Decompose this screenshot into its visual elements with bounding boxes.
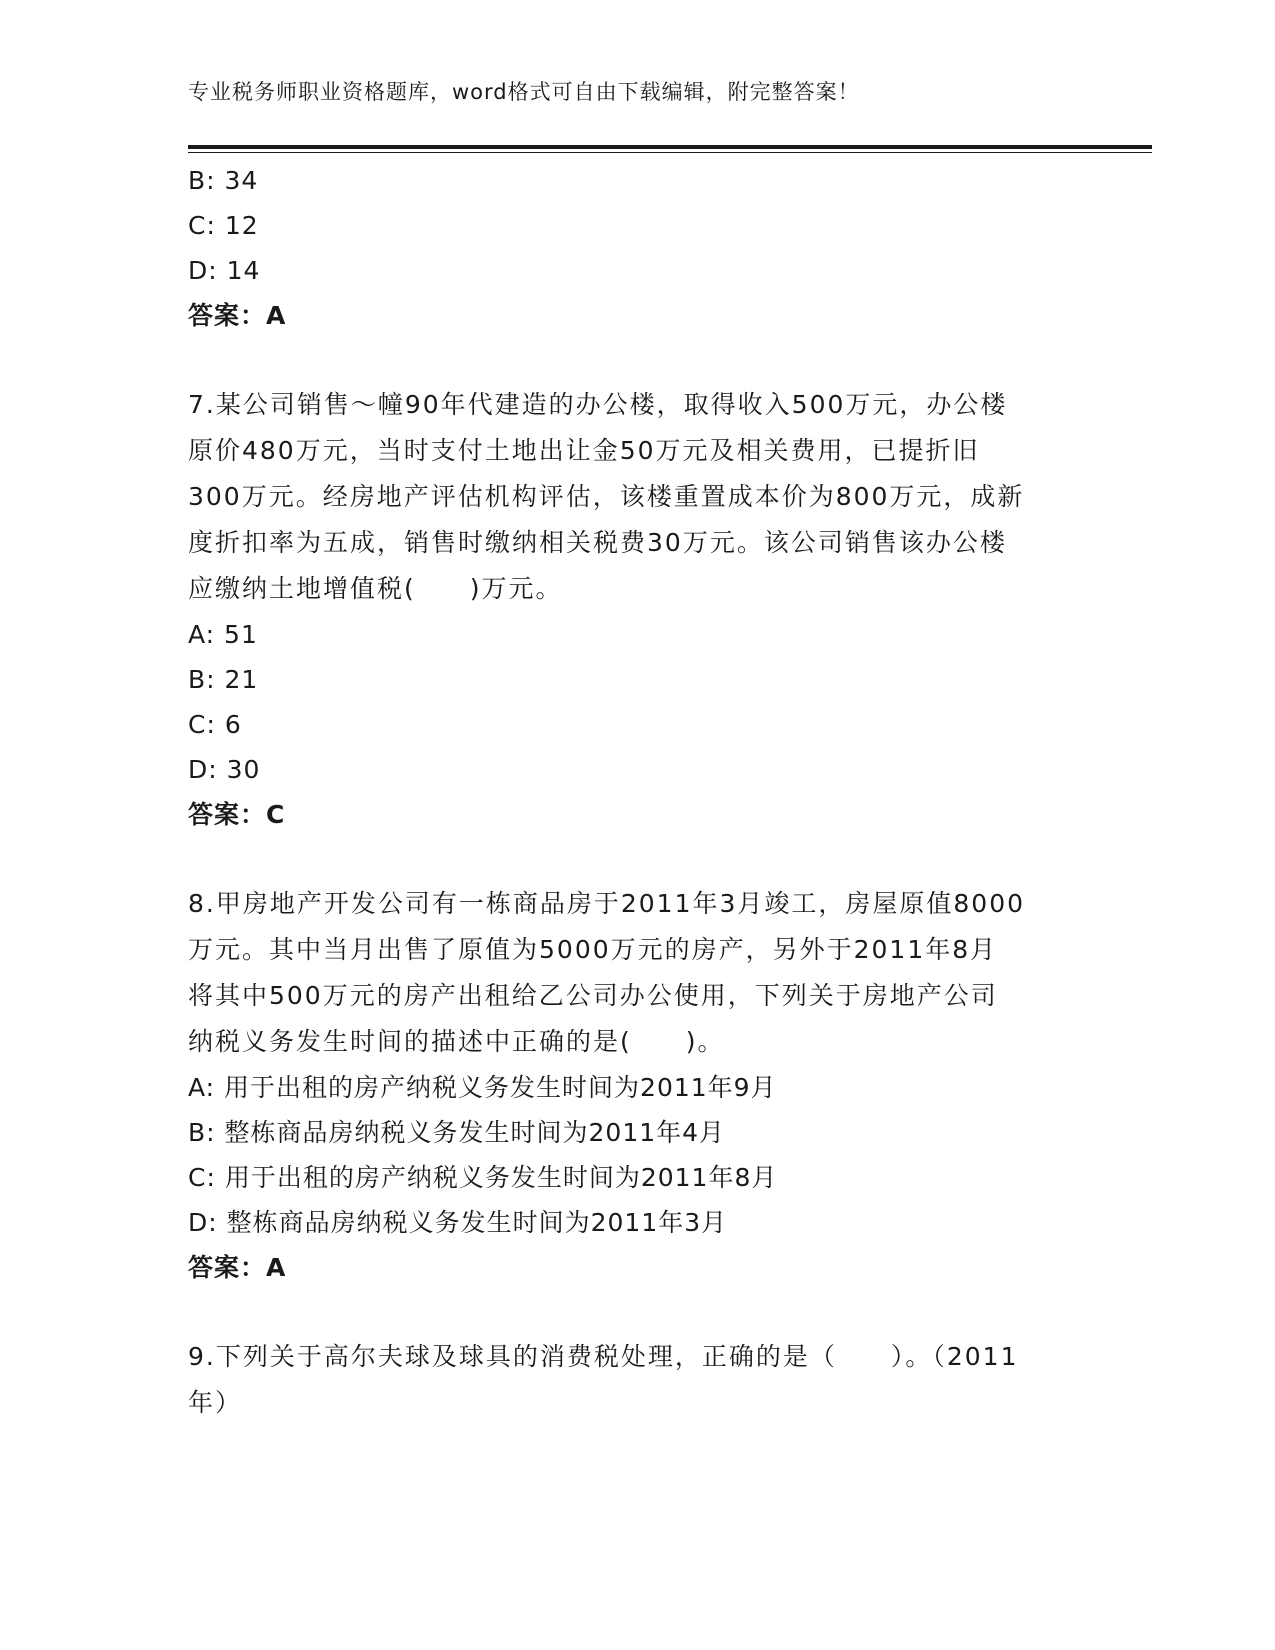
option-c: C: 6 (188, 710, 242, 739)
option-c: C: 用于出租的房产纳税义务发生时间为2011年8月 (188, 1163, 778, 1192)
answer: 答案：A (188, 1253, 287, 1282)
header-divider-thick (188, 145, 1152, 149)
question-text-line: 9.下列关于高尔夫球及球具的消费税处理，正确的是（ ）。（2011 (188, 1342, 1019, 1371)
question-text-line: 纳税义务发生时间的描述中正确的是( )。 (188, 1027, 725, 1056)
option-b: B: 21 (188, 665, 259, 694)
option-d: D: 14 (188, 256, 261, 285)
option-a: A: 用于出租的房产纳税义务发生时间为2011年9月 (188, 1073, 777, 1102)
answer: 答案：A (188, 301, 287, 330)
question-text-line: 应缴纳土地增值税( )万元。 (188, 574, 563, 603)
question-content (188, 158, 1088, 1426)
question-text-line: 8.甲房地产开发公司有一栋商品房于2011年3月竣工，房屋原值8000 (188, 889, 1026, 918)
question-text-line: 7.某公司销售～幢90年代建造的办公楼，取得收入500万元，办公楼 (188, 390, 1008, 419)
option-b: B: 整栋商品房纳税义务发生时间为2011年4月 (188, 1118, 726, 1147)
question-text-line: 万元。其中当月出售了原值为5000万元的房产，另外于2011年8月 (188, 935, 998, 964)
question-text-line: 将其中500万元的房产出租给乙公司办公使用，下列关于房地产公司 (188, 981, 998, 1010)
header-divider-thin (188, 152, 1152, 153)
question-text-line: 原价480万元，当时支付土地出让金50万元及相关费用，已提折旧 (188, 436, 980, 465)
question-text-line: 度折扣率为五成，销售时缴纳相关税费30万元。该公司销售该办公楼 (188, 528, 1007, 557)
question-6-tail (188, 158, 1088, 338)
option-d: D: 30 (188, 755, 261, 784)
option-a: A: 51 (188, 620, 258, 649)
question-9 (188, 1334, 1088, 1426)
option-c: C: 12 (188, 211, 259, 240)
answer: 答案：C (188, 800, 286, 829)
question-text-line: 300万元。经房地产评估机构评估，该楼重置成本价为800万元，成新 (188, 482, 1025, 511)
question-text-line: 年） (188, 1388, 243, 1417)
option-d: D: 整栋商品房纳税义务发生时间为2011年3月 (188, 1208, 728, 1237)
question-8 (188, 881, 1088, 1290)
option-b: B: 34 (188, 166, 259, 195)
question-7 (188, 382, 1088, 837)
page-header: 专业税务师职业资格题库，word格式可自由下载编辑，附完整答案！ (188, 80, 860, 104)
